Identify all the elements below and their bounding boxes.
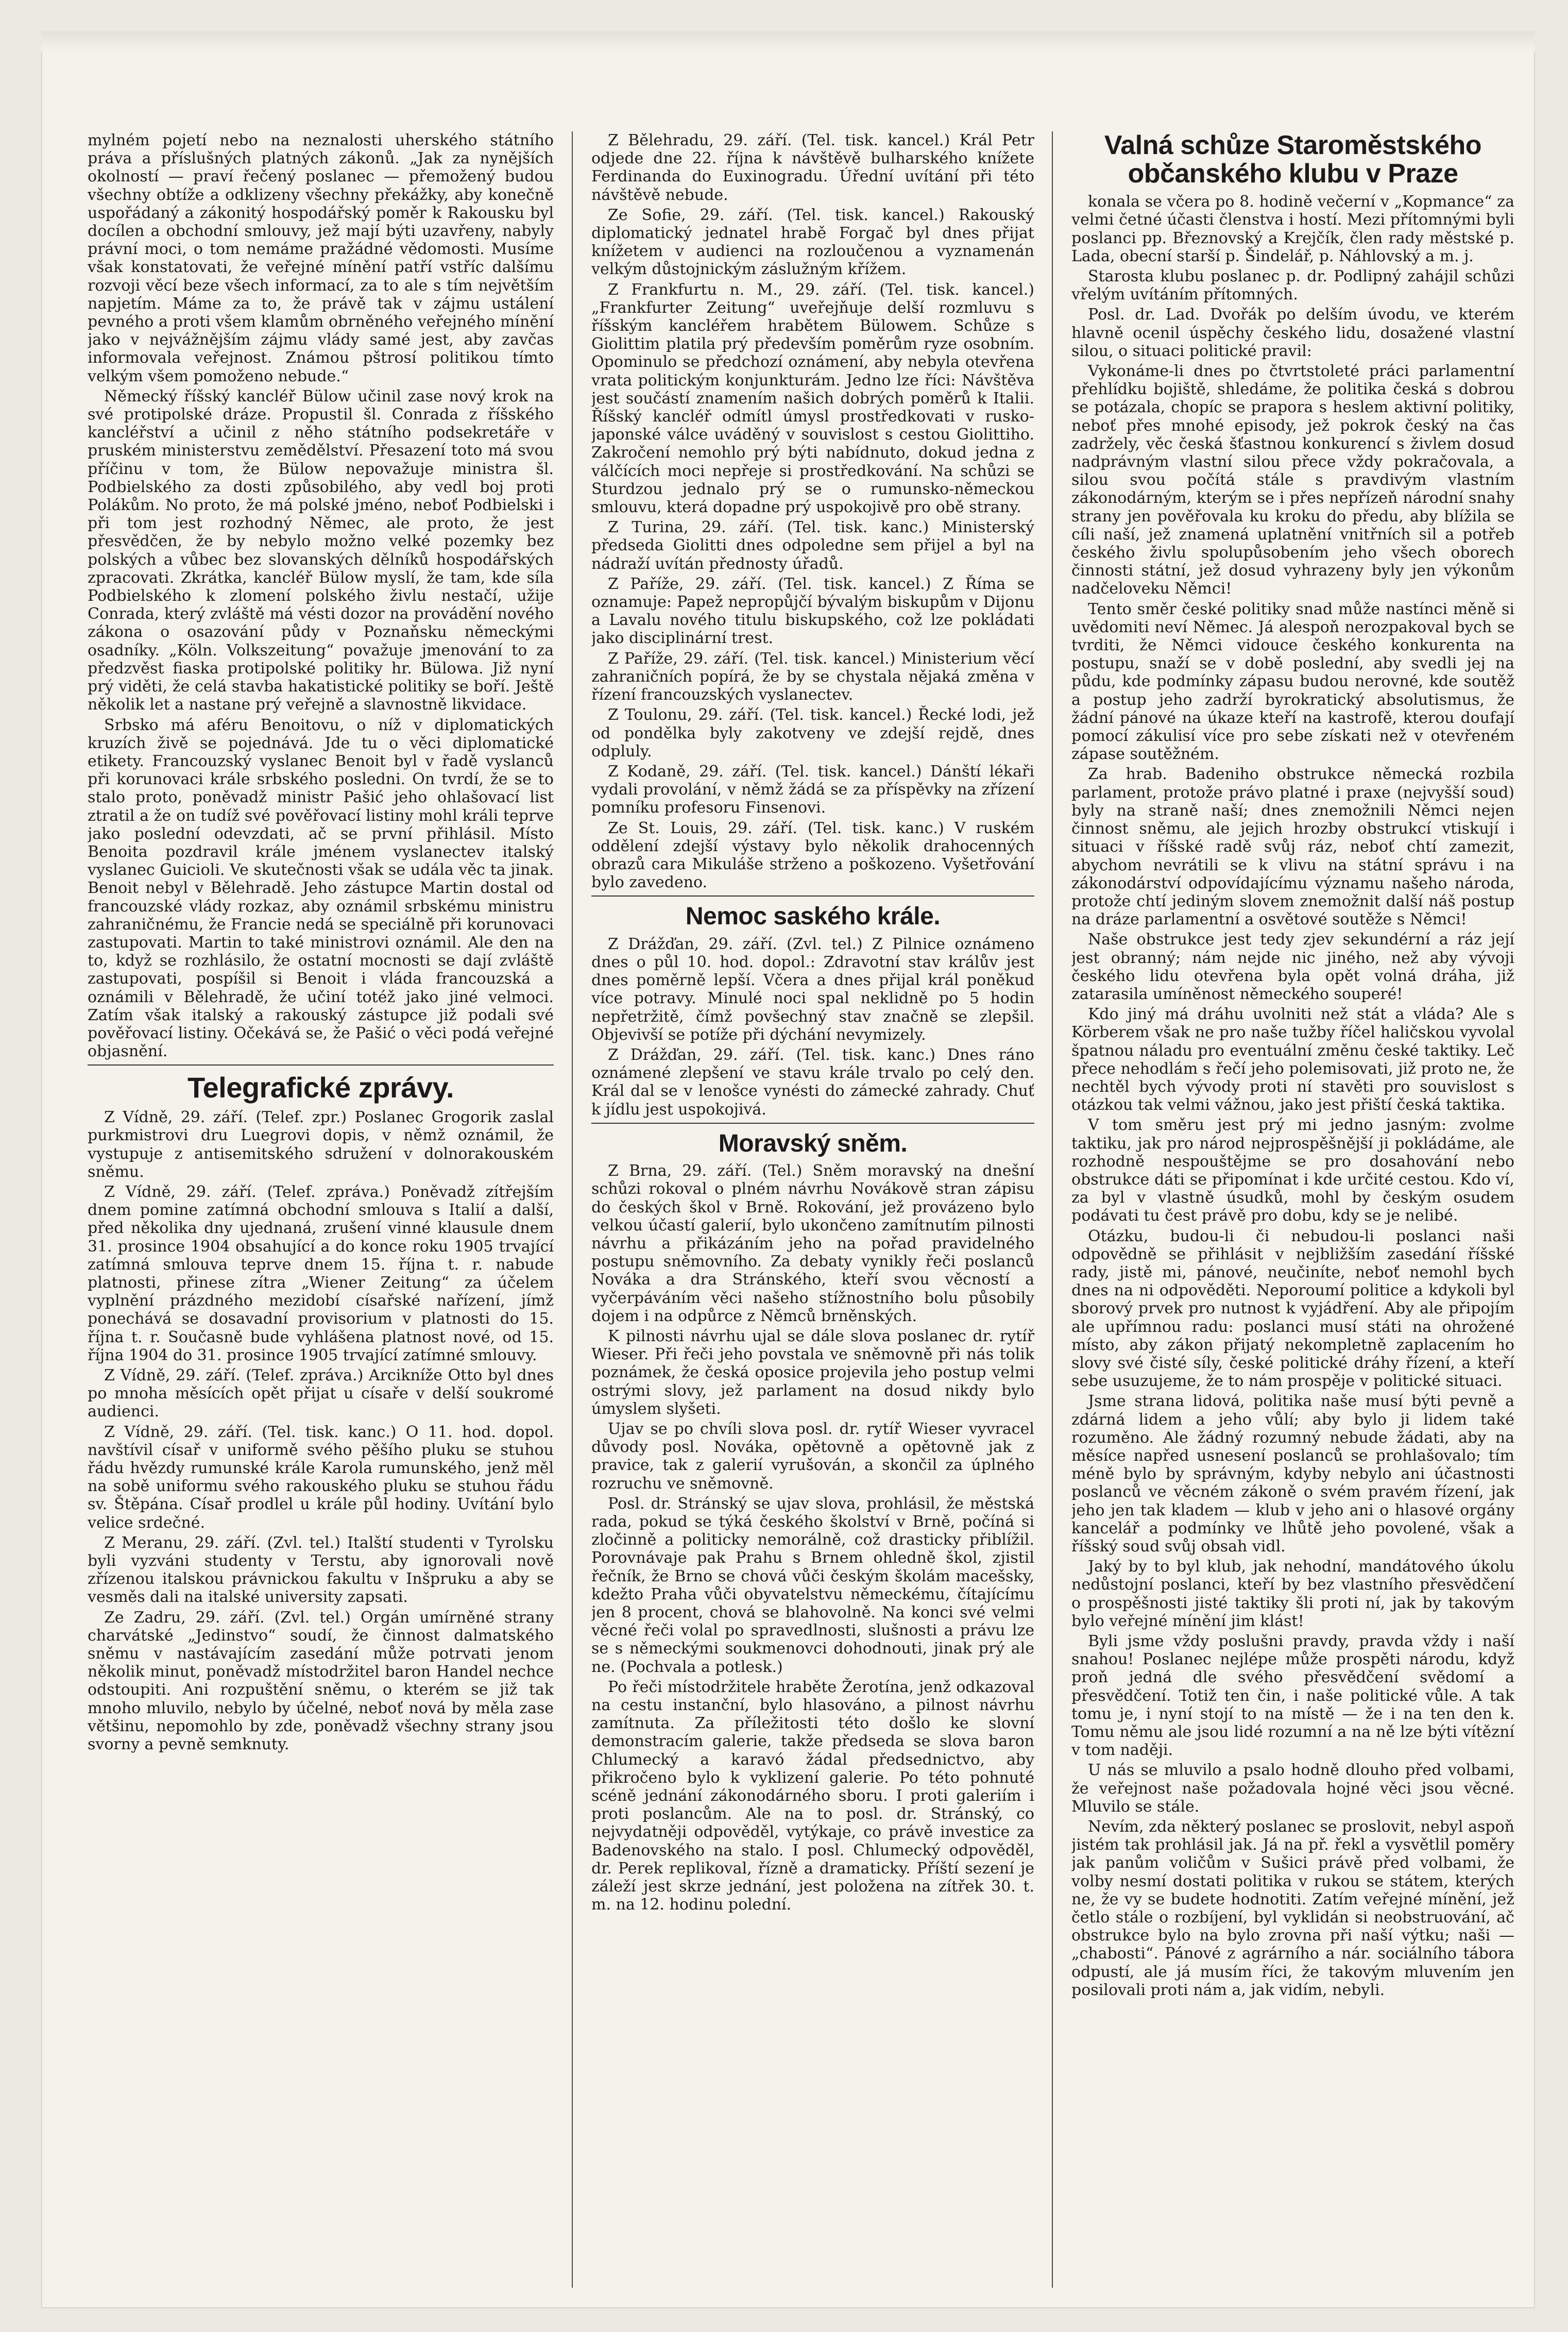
telegram-item: Z Toulonu, 29. září. (Tel. tisk. kancel.) Řecké lodi, jež od pondělka byly zakotveny ve zdejší rejdě, dnes odpluly.: [591, 706, 1034, 761]
article-paragraph: Ujav se po chvíli slova posl. dr. rytíř Wieser vyvracel důvody posl. Nováka, opětovně a opětovně jak z pravice, tak z galerií vyrušován, a skončil za úplného rozruchu ve sněmovně.: [591, 1420, 1034, 1493]
article-paragraph: Kdo jiný má dráhu uvolniti než stát a vláda? Ale s Körberem však ne pro naše tužby říčel haličskou vyvolal špatnou náladu pro eventuální změnu české taktiky. Leč přece nehodlám s řečí jeho polemisovati, již proto ne, že nechtěl bych vývody proti ní stavěti pro souvislost s otázkou tak velmi vážnou, jako jest přiští česká taktika.: [1071, 1005, 1514, 1114]
article-paragraph: Z Brna, 29. září. (Tel.) Sněm moravský na dnešní schůzi rokoval o plném návrhu Novákově stran zápisu do českých škol v Brně. Rokování, jež provázeno bylo velkou účastí galerií, bylo ukončeno zamítnutím pilnosti návrhu a přikázáním jeho na pořad pravidelného postupu sněmovního. Za debaty vynikly řeči poslanců Nováka a dra Stránského, kteří svou věcností a vyčerpáváním věci našeho stížnostního bolu působily dojem i na odpůrce z Němců brněnských.: [591, 1162, 1034, 1325]
article-paragraph: Z Drážďan, 29. září. (Zvl. tel.) Z Pilnice oznámeno dnes o půl 10. hod. dopol.: Zdravotní stav králův jest dnes poměrně lepší. Včera a dnes přijal král poněkud více potravy. Minulé noci spal neklidně po 5 hodin nepřetržitě, čímž povšechný stav značně se zlepšil. Objevivší se potíže při dýchání nevymizely.: [591, 935, 1034, 1044]
section-divider: [88, 1064, 554, 1066]
telegram-item: Z Vídně, 29. září. (Telef. zpráva.) Arcikníže Otto byl dnes po mnoha měsících opět přijat u císaře v delší soukromé audienci.: [88, 1366, 554, 1421]
article-paragraph: Byli jsme vždy poslušni pravdy, pravda vždy i naší snahou! Poslanec nejlépe může prospěti národu, když proň jedná dle svého přesvědčení svědomí a přesvědčení. Totiž ten čin, i naše politické vůle. A tak tomu je, i nyní stojí to na místě — že i na ten den k. Tomu němu ale jsou lidé rozumní a na ně lze býti vítězní v tom naději.: [1071, 1632, 1514, 1760]
telegram-item: Ze Zadru, 29. září. (Zvl. tel.) Orgán umírněné strany charvátské „Jedinstvo“ soudí, že činnost dalmatského sněmu v nastávajícím zasedání může potrvati jenom několik minut, poněvadž místodržitel baron Handel nechce odstoupiti. Ani rozpuštění sněmu, o kterém se již tak mnoho mluvilo, nebylo by účelné, neboť nová by měla zase většinu, nepomohlo by zde, poněvadž všechny strany jsou svorny a pevně semknuty.: [88, 1608, 554, 1754]
article-paragraph: konala se včera po 8. hodině večerní v „Kopmance“ za velmi četné účasti členstva i hostí. Mezi přítomnými byli poslanci pp. Březnovský a Krejčík, člen rady městské p. Lada, obecní starší p. Šindelář, p. Náhlovský a m. j.: [1071, 193, 1514, 265]
article-paragraph: Otázku, budou-li či nebudou-li poslanci naši odpovědně se přihlásit v nejbližším zasedání říšské rady, jistě mi, pánové, neučiníte, neboť nemohl bych dnes na ni odpověděti. Neporoumí politice a kdykoli byl sborový prvek pro nutnost k vyjádření. Aby ale připojím ale upřímnou radu: poslanci musí státi na ohrožené místo, aby zákon přijatý nekompletně zaplacením ho slovy své čisté síly, české politické dráhy řízení, a kteří sebe usuzujeme, že to nám prospěje v politické situaci.: [1071, 1227, 1514, 1391]
column-right: [1071, 131, 1514, 2288]
article-paragraph: Posl. dr. Stránský se ujav slova, prohlásil, že městská rada, pokud se týká českého školství v Brně, počíná si zločinně a politicky nemorálně, což drasticky přiblížil. Porovnávaje pak Prahu s Brnem ohledně škol, zjistil řečník, že Brno se chová vůči českým školám macešsky, kdežto Praha vůči obyvatelstvu německému, čítajícímu jen 8 procent, chová se blahovolně. Na konci své velmi věcné řeči volal po spravedlnosti, slušnosti a právu lze se s německými soukmenovci dohodnouti, jinak prý ale ne. (Pochvala a potlesk.): [591, 1494, 1034, 1676]
telegram-item: Z Vídně, 29. září. (Telef. zpráva.) Poněvadž zítřejším dnem pomine zatímná obchodní smlouva s Italií a další, před několika dny ujednaná, zrušení vinné klausule dnem 31. prosince 1904 obsahující a do konce roku 1905 trvající zatímná smlouva teprve dnem 15. října t. r. nabude platnosti, přinese zítra „Wiener Zeitung“ za účelem vyplnění prázdného mezidobí císařské nařízení, jímž ponechává se dosavadní provisorium v platnosti do 15. října t. r. Současně bude vyhlášena platnost nové, od 15. října 1904 do 31. prosince 1905 trvající zatímné smlouvy.: [88, 1182, 554, 1364]
telegram-item: Ze Sofie, 29. září. (Tel. tisk. kancel.) Rakouský diplomatický jednatel hrabě Forgač byl dnes přijat knížetem v audienci na rozloučenou a vyznamenán velkým důstojnickým záslužným křížem.: [591, 206, 1034, 279]
column-rule-1: [572, 131, 573, 2288]
article-paragraph: Starosta klubu poslanec p. dr. Podlipný zahájil schůzi vřelým uvítáním přítomných.: [1071, 267, 1514, 304]
telegram-item: Ze St. Louis, 29. září. (Tel. tisk. kanc.) V ruském oddělení zdejší výstavy bylo několik drahocenných obrazů cara Mikuláše strženo a poškozeno. Vyšetřování bylo zavedeno.: [591, 819, 1034, 892]
telegram-item: Z Bělehradu, 29. září. (Tel. tisk. kancel.) Král Petr odjede dne 22. října k návštěvě bulharského knížete Ferdinanda do Euxinogradu. Úřední uvítání při této návštěvě nebude.: [591, 131, 1034, 204]
article-paragraph: Jaký by to byl klub, jak nehodní, mandátového úkolu nedůstojní poslanci, kteří by bez vlastního přesvědčení o prospěšnosti jisté taktiky šli proti ní, jak by takovým bylo veřejné mínění jim klást!: [1071, 1558, 1514, 1630]
article-paragraph: Po řeči místodržitele hraběte Žerotína, jenž odkazoval na cestu instanční, bylo hlasováno, a pilnost návrhu zamítnuta. Za příležitosti této došlo ke slovní demonstracím galerie, takže předseda se slova baron Chlumecký a karavó žádal předsednictvo, aby přikročeno bylo k vyklizení galerie. Po této pohnuté scéně jednání zákonodárného sboru. I proti galeriím i proti poslancům. Ale na to posl. dr. Stránský, co nejvydatněji odpověděl, vytýkaje, co právě investice za Badenovského na stalo. I posl. Chlumecký odpověděl, dr. Perek replikoval, řízně a dramaticky. Příští sezení je záleží jest skrze jednání, jest položena na zítřek 30. t. m. na 12. hodinu polední.: [591, 1678, 1034, 1914]
article-paragraph: Za hrab. Badeniho obstrukce německá rozbila parlament, protože právo platné i praxe (nejvyšší soud) byly na straně naší; dnes znemožnili Němci nejen činnost sněmu, ale jejich hrozby obstrukcí vtiskují i situaci v říšské radě svůj ráz, neboť chtí zamezit, abychom nevrátili se k vlivu na státní správu i na zákonodárství odpovídajícímu významu našeho národa, protože chtí jediným slovem znemožnit další náš postup na dráze parlamentní a osvětové soutěže s Němci!: [1071, 765, 1514, 929]
article-paragraph: Posl. dr. Lad. Dvořák po delším úvodu, ve kterém hlavně ocenil úspěchy českého lidu, dosažené vlastní silou, o situaci politické pravil:: [1071, 306, 1514, 360]
column-middle: [591, 131, 1034, 2288]
column-left: [88, 131, 554, 2288]
telegram-item: Z Paříže, 29. září. (Tel. tisk. kancel.) Ministerium věcí zahraničních popírá, že by se chystala nějaká změna v řízení francouzských vyslanectev.: [591, 649, 1034, 704]
section-divider: [591, 1123, 1034, 1124]
article-paragraph: V tom směru jest prý mi jedno jasným: zvolme taktiku, jak pro národ nejprospěšnější ji pokládáme, ale rozhodně nespouštějme se pro dosahování nebo obstrukce dáti se připomínat i kde určité cestou. Kdo ví, za byl v vlastně úsudků, mohl by českým osudem podávati tu čest právě pro dobu, kdy se je nelibé.: [1071, 1116, 1514, 1225]
column-rule-2: [1052, 131, 1053, 2288]
telegram-item: Z Paříže, 29. září. (Tel. tisk. kancel.) Z Říma se oznamuje: Papež nepropůjčí bývalým biskupům v Dijonu a Lavalu nového titulu biskupského, což lze pokládati jako disciplinární trest.: [591, 574, 1034, 648]
article-paragraph: K pilnosti návrhu ujal se dále slova poslanec dr. rytíř Wieser. Při řeči jeho povstala ve sněmovně při nás tolik poznámek, že česká oposice projevila jeho postup velmi ostrými slovy, jež parlament na dosud nikdy bylo úmyslem slyšeti.: [591, 1327, 1034, 1418]
article-paragraph: U nás se mluvilo a psalo hodně dlouho před volbami, že veřejnost naše požadovala hojné věci jsou věcné. Mluvilo se stále.: [1071, 1761, 1514, 1816]
section-divider: [591, 895, 1034, 897]
article-paragraph: Nevím, zda některý poslanec se proslovit, nebyl aspoň jistém tak prohlásil jak. Já na př. řekl a vysvětlil poměry jak panům voličům v Sušici právě před volbami, že volby nesmí dostati politika v rukou se státem, kterých ne, že vy se budete hodnotiti. Zatím veřejné mínění, jež četlo stále o rozbíjení, byl vyklidán si neobstruování, ač obstrukce bylo na bylo zrovna při naší výtku; naši — „chabosti“. Pánové z agrárního a nár. sociálního tábora odpustí, ale já musím říci, že takovým mluvením jen posilovali proti nám a, jak vidím, nebyli.: [1071, 1818, 1514, 1999]
section-heading-moravian-diet: Moravský sněm.: [718, 1129, 908, 1157]
article-paragraph: Z Drážďan, 29. září. (Tel. tisk. kanc.) Dnes ráno oznámené zlepšení ve stavu krále trvalo po celý den. Král dal se v lenošce vynésti do zámecké zahrady. Chuť k jídlu jest uspokojivá.: [591, 1045, 1034, 1119]
section-heading-saxon-king: Nemoc saského krále.: [685, 903, 941, 931]
newspaper-page: [41, 31, 1535, 2308]
telegram-item: Z Turina, 29. září. (Tel. tisk. kanc.) Ministerský předseda Giolitti dnes odpoledne sem přijel a byl na nádraží uvítán přednosty úřadů.: [591, 518, 1034, 573]
article-paragraph: Srbsko má aféru Benoitovu, o níž v diplomatických kruzích živě se pojednává. Jde tu o věci diplomatické etikety. Francouzský vyslanec Benoit byl v řadě vyslanců při korunovaci krále srbského posledni. On tvrdí, že se to stalo proto, poněvadž ministr Pašić jeho ohlašovací list ztratil a že on tudíž své pověřovací listiny mohl králi teprve jako poslední odevzdati, ač se první přihlásil. Místo Benoita pozdravil krále jménem vyslanectev italský vyslanec Guicioli. Ve skutečnosti však se udála věc ta jinak. Benoit nebyl v Bělehradě. Jeho zástupce Martin dostal od francouzské vlády rozkaz, aby oznámil srbskému ministru zahraničnému, že Francie nedá se speciálně při korunovaci zastupovati. Martin to také ministrovi oznámil. Ale den na to, když se rozhlásilo, že ostatní mocnosti se dají zvláště zastupovati, pospíšil si Benoit i vláda francouzská a oznámili v Bělehradě, že učiní totéž jako jiné velmoci. Zatím však italský a rakouský zástupce již podali své pověřovací listiny. Očekává se, že Pašić o věci podá veřejné objasnění.: [88, 716, 554, 1061]
article-paragraph: Vykonáme-li dnes po čtvrtstoleté práci parlamentní přehlídku bojiště, shledáme, že politika česká s dobrou se potázala, chopíc se prapora s heslem aktivní politiky, neboť přes mnohé episody, jež pokrok český na čas zadržely, věc česká šťastnou konkurencí s živlem dosud nadprávným vlastní silou přece vždy pokračovala, a silou svou počítá stále s pravdivým vlastním zákonodárným, kterým se i přes nepřízeň národní snahy strany jen pověřovala ku kroku do předu, aby blížila se cíli naší, jež znamená uplatnění vnitřních sil a potřeb českého živlu spolupůsobením jeho všech oborech činnosti státní, jež dosud vyhrazeny byly jen výkonům nadčeloveku Němci!: [1071, 362, 1514, 598]
section-heading-telegrams: Telegrafické zprávy.: [187, 1071, 454, 1104]
article-paragraph: Naše obstrukce jest tedy zjev sekundérní a ráz její jest obranný; nám nejde nic jiného, než aby vývoji českého lidu otevřena byla opět volná dráha, již zatarasila umíněnost německého souperé!: [1071, 931, 1514, 1003]
article-paragraph: mylném pojetí nebo na neznalosti uherského státního práva a příslušných platných zákonů. „Jak za nynějších okolností — praví řečený poslanec — přemožený budou všechny obtíže a odklizeny všechny překážky, aby konečně uspořádaný a zákonitý hospodářský poměr k Rakousku byl docílen a obchodní smlouvy, jež mají býti uzavřeny, nabyly právní moci, o tom nemáme pražádné vědomosti. Musíme však konstatovati, že veřejné mínění patří vstříc dalšímu rozvoji věcí beze všech informací, za to ale s tím největším napjetím. Máme za to, že právě tak v zájmu ustálení pevného a proti všem klamům obrněného veřejného mínění jako v nejvážnějším zájmu vlády samé jest, aby zavčas informovala veřejnost. Známou pštrosí politikou tímto velkým všem pomoženo nebude.“: [88, 131, 554, 385]
telegram-item: Z Frankfurtu n. M., 29. září. (Tel. tisk. kancel.) „Frankfurter Zeitung“ uveřejňuje delší rozmluvu s říšským kancléřem hrabětem Bülowem. Schůze s Giolittim platila prý především poměrům ryze osobním. Opominulo se předchozí oznámení, aby nebyla otevřena vrata politickým konjunkturám. Jedno lze říci: Návštěva jest součástí znamením našich dobrých poměrů k Italii. Říšský kancléř odmítl úmysl prostředkovati v rusko-japonské válce uváděný v souvislost s cestou Giolittiho. Zakročení nemohlo prý býti nabídnuto, dokud jedna z válčících moci nepřeje si prostředkování. Na schůzi se Sturdzou jednalo prý se o rumunsko-německou smlouvu, která dopadne prý uspokojivě pro obě strany.: [591, 280, 1034, 517]
telegram-item: Z Meranu, 29. září. (Zvl. tel.) Italští studenti v Tyrolsku byli vyzváni studenty v Terstu, aby ignorovali nově zřízenou italskou právnickou fakultu v Inšpruku a aby se vesměs dali na italské university zapsati.: [88, 1533, 554, 1607]
telegram-item: Z Vídně, 29. září. (Tel. tisk. kanc.) O 11. hod. dopol. navštívil císař v uniformě svého pěšího pluku se stuhou řádu hvězdy rumunské krále Karola rumunského, jenž měl na sobě uniformu svého rakouského pluku se stuhou řádu sv. Štěpána. Císař prodlel u krále půl hodiny. Uvítání bylo velice srdečné.: [88, 1423, 554, 1532]
article-paragraph: Jsme strana lidová, politika naše musí býti pevně a zdárná lidem a jeho vůlí; aby bylo ji lidem také rozuměno. Ale žádný rozumný nebude žádati, aby na měsíce napřed usnesení poslanců se prohlašovalo; tím méně bylo by správným, kdyby nebylo ani účastnosti poslanců ve věcném zákoně o svém pravém řízení, jak jeho jen tak kladem — klub v jeho ani o hlasové orgány kancelář a podmínky ve lhůtě jeho povolené, však a říšský soud svůj obsah vidl.: [1071, 1392, 1514, 1556]
telegram-item: Z Kodaně, 29. září. (Tel. tisk. kancel.) Dánští lékaři vydali provolání, v němž žádá se za příspěvky na zřízení pomníku profesoru Finsenovi.: [591, 762, 1034, 817]
section-heading-club-meeting: Valná schůze Staroměstského občanského klubu v Praze: [1104, 131, 1482, 189]
article-paragraph: Tento směr české politiky snad může nastínci měně si uvědomiti neví Němec. Já alespoň nerozpakoval bych se tvrditi, že Němci vidouce českého konkurenta na postupu, snaží se v době poslední, aby svedli jej na půdu, kde podmínky zápasu budou nerovné, kde soutěž a postup jeho zadrží byrokratický absolutismus, že žádní pánové na úkaze kteří na kastrofě, kterou doufají pomocí zákulisí více pro sebe získati než v otevřeném zápase soutěžném.: [1071, 600, 1514, 764]
article-paragraph: Německý říšský kancléř Bülow učinil zase nový krok na své protipolské dráze. Propustil šl. Conrada z říšského kancléřství a učinil z něho státního podsekretáře v pruském ministerstvu zemědělství. Přesazení toto má svou příčinu v tom, že Bülow nepovažuje ministra šl. Podbielského za dosti způsobilého, aby vedl boj proti Polákům. No proto, že má polské jméno, neboť Podbielski i při tom jest rozhodný Němec, ale proto, že jest přesvědčen, že by nebylo možno velké pozemky bez polských a vůbec bez slovanských dělníků hospodářských zpracovati. Zkrátka, kancléř Bülow myslí, že tam, kde síla Podbielského k zlomení polského živlu nestačí, užije Conrada, který zvláště má vésti dozor na provádění nového zákona o osazování půdy v Poznaňsku německými osadníky. „Köln. Volkszeitung“ považuje jmenování to za předzvěst fiaska protipolské politiky hr. Bülowa. Již nyní prý viděti, že celá stavba hakatistické politiky se boří. Ještě několik let a nastane prý veřejně a slavnostně likvidace.: [88, 387, 554, 714]
page-top-edge: [41, 31, 1535, 52]
telegram-item: Z Vídně, 29. září. (Telef. zpr.) Poslanec Grogorik zaslal purkmistrovi dru Luegrovi dopis, v němž oznámil, že vystupuje z antisemitského sdružení v dolnorakouském sněmu.: [88, 1108, 554, 1181]
